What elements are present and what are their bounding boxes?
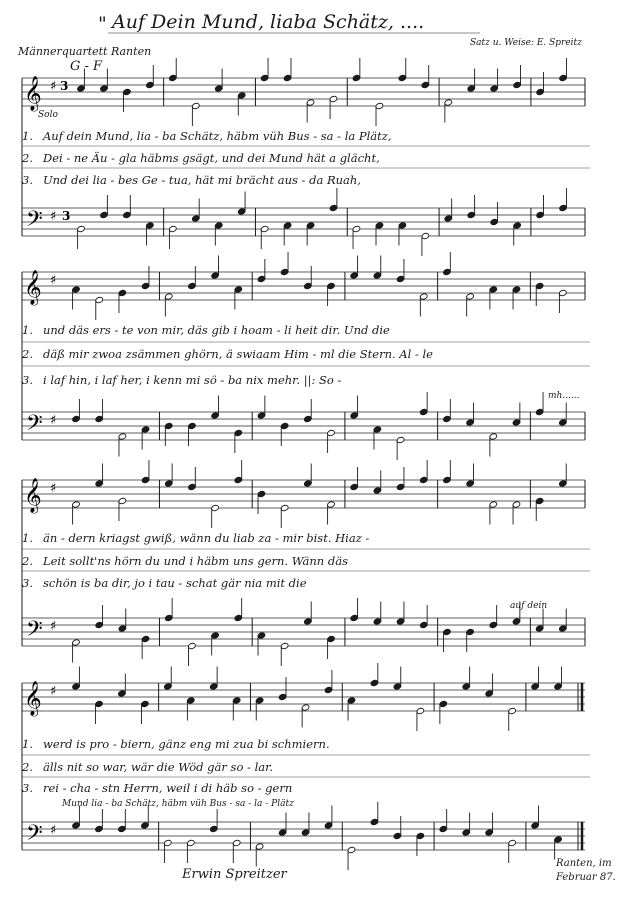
system-1-treble-staff [22,78,585,106]
system-2-treble-staff [22,272,585,300]
refrain-lyric: Mund lia - ba Schätz, häbm vüh Bus - sa - la - Plätz [62,799,294,809]
bass-clef-icon: 𝄢 [26,821,43,851]
treble-clef-icon: 𝄞 [24,478,42,513]
place-date-line-1: Ranten, im [556,858,612,869]
verse-1-line-1: 1. Auf dein Mund, lia - ba Schätz, häbm vüh Bus - sa - la Plätz, [22,129,392,143]
verse-3-line-3: 3. schön is ba dir, jo i tau - schat gär nia mit die [22,576,307,590]
sharp-icon: ♯ [50,684,57,699]
hum-mark: mh...... [548,391,580,401]
treble-clef-icon: 𝄞 [24,76,42,111]
verse-2-line-3: 2. Leit sollt'ns hörn du und i häbm uns gern. Wänn däs [22,554,348,568]
sharp-icon: ♯ [50,481,57,496]
bass-clef-icon: 𝄢 [26,207,43,237]
place-date-line-2: Februar 87. [556,872,616,883]
system-3-treble-staff [22,480,585,508]
sharp-icon: ♯ [50,413,57,428]
sharp-icon: ♯ [50,79,57,94]
verse-3-line-2: 3. i laf hin, i laf her, i kenn mi sö - ba nix mehr. ||: So - [22,373,342,387]
title-mark: " [98,13,107,35]
treble-clef-icon: 𝄞 [24,270,42,305]
verse-1-line-4: 1. werd is pro - biern, gänz eng mi zua bi schmiern. [22,737,330,751]
pickup-lyric: auf dein [510,601,548,611]
bass-clef-icon: 𝄢 [26,411,43,441]
sharp-icon: ♯ [50,823,57,838]
sharp-icon: ♯ [50,209,57,224]
sharp-icon: ♯ [50,619,57,634]
signature: Erwin Spreitzer [182,867,287,882]
verse-3-line-4: 3. rei - cha - stn Herrn, weil i di häb so - gern [22,781,293,795]
ensemble-name: Männerquartett Ranten [18,45,152,58]
chord-symbol: G - F [70,59,103,74]
solo-mark: Solo [38,110,58,120]
verse-2-line-4: 2. älls nit so war, wär die Wöd gär so - lar. [22,760,273,774]
composer-credit: Satz u. Weise: E. Spreitz [470,38,582,48]
piece-title: Auf Dein Mund, liaba Schätz, .... [112,11,425,33]
bass-clef-icon: 𝄢 [26,617,43,647]
verse-1-line-2: 1. und däs ers - te von mir, däs gib i hoam - li heit dir. Und die [22,323,390,337]
sharp-icon: ♯ [50,273,57,288]
time-signature: 3 [60,79,69,93]
verse-2-line-2: 2. däß mir zwoa zsämmen ghörn, ä swiaam Him - ml die Stern. Al - le [22,347,433,361]
verse-3-line-1: 3. Und dei lia - bes Ge - tua, hät mi brächt aus - da Ruah, [22,173,361,187]
time-signature: 3 [62,209,71,223]
treble-clef-icon: 𝄞 [24,681,42,716]
verse-1-line-3: 1. än - dern kriagst gwiß, wänn du liab za - mir bist. Hiaz - [22,531,370,545]
verse-2-line-1: 2. Dei - ne Äu - gla häbms gsägt, und dei Mund hät a glächt, [22,151,380,165]
